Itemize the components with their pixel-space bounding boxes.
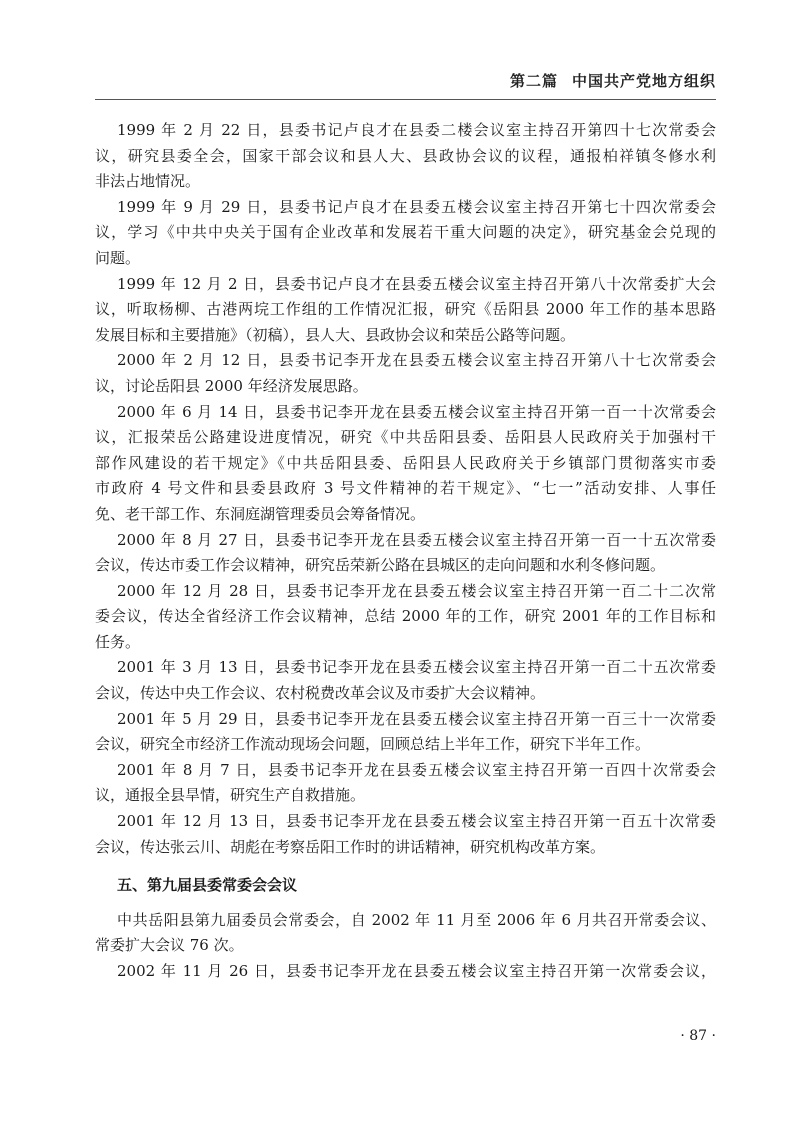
paragraph (95, 400, 716, 528)
text-line: 2002 年 11 月 26 日，县委书记李开龙在县委五楼会议室主持召开第一次常委会议， (117, 962, 716, 980)
text-line: 市政府 4 号文件和县委县政府 3 号文件精神的若干规定》、“七一”活动安排、人事任 (95, 479, 716, 498)
text-line: 中共岳阳县第九届委员会常委会，自 2002 年 11 月至 2006 年 6 月共召开常委会议、 (117, 910, 716, 929)
header-rule (95, 99, 716, 100)
page-number: · 87 · (680, 1028, 716, 1044)
text-line: 会议，研究全市经济工作流动现场会问题，回顾总结上半年工作，研究下半年工作。 (95, 735, 651, 754)
text-line: 2001 年 3 月 13 日，县委书记李开龙在县委五楼会议室主持召开第一百二十五次常委 (117, 658, 716, 677)
paragraph (95, 908, 716, 959)
text-line: 议，汇报荣岳公路建设进度情况，研究《中共岳阳县委、岳阳县人民政府关于加强村干 (95, 428, 716, 447)
text-line: 委会议，传达全省经济工作会议精神，总结 2000 年的工作，研究 2001 年的工作目标和 (95, 607, 716, 626)
text-line: 议，学习《中共中央关于国有企业改革和发展若干重大问题的决定》，研究基金会兑现的 (95, 223, 716, 242)
paragraph (95, 118, 716, 195)
text-line: 1999 年 12 月 2 日，县委书记卢良才在县委五楼会议室主持召开第八十次常委扩大会 (117, 274, 716, 293)
text-line: 会议，传达市委工作会议精神，研究岳荣新公路在县城区的走向问题和水利冬修问题。 (95, 556, 666, 575)
paragraph (95, 959, 716, 985)
text-line: 2001 年 5 月 29 日，县委书记李开龙在县委五楼会议室主持召开第一百三十一次常委 (117, 709, 716, 728)
paragraph (95, 272, 716, 349)
paragraph (95, 809, 716, 860)
paragraph (95, 758, 716, 809)
header-title: 中国共产党地方组织 (571, 72, 716, 90)
text-line: 2001 年 12 月 13 日，县委书记李开龙在县委五楼会议室主持召开第一百五十次常委 (117, 812, 716, 831)
text-line: 议，研究县委全会，国家干部会议和县人大、县政协会议的议程，通报柏祥镇冬修水利 (95, 146, 716, 165)
text-line: 2001 年 8 月 7 日，县委书记李开龙在县委五楼会议室主持召开第一百四十次常委会 (117, 760, 716, 779)
text-line: 2000 年 2 月 12 日，县委书记李开龙在县委五楼会议室主持召开第八十七次常委会 (117, 351, 716, 370)
text-line: 2000 年 12 月 28 日，县委书记李开龙在县委五楼会议室主持召开第一百二十二次常 (117, 581, 716, 600)
paragraph (95, 528, 716, 579)
paragraph-group (95, 118, 716, 860)
text-line: 免、老干部工作、东洞庭湖管理委员会筹备情况。 (95, 504, 426, 523)
text-line: 发展目标和主要措施》（初稿），县人大、县政协会议和荣岳公路等问题。 (95, 325, 576, 344)
text-line: 非法占地情况。 (95, 172, 201, 191)
header-part: 第二篇 (509, 72, 558, 90)
text-line: 1999 年 9 月 29 日，县委书记卢良才在县委五楼会议室主持召开第七十四次常委会 (117, 197, 716, 216)
text-line: 会议，传达中央工作会议、农村税费改革会议及市委扩大会议精神。 (95, 684, 546, 703)
paragraph (95, 707, 716, 758)
text-line: 议，通报全县旱情，研究生产自救措施。 (95, 786, 366, 805)
paragraph (95, 195, 716, 272)
text-line: 2000 年 6 月 14 日，县委书记李开龙在县委五楼会议室主持召开第一百一十次常委会 (117, 402, 716, 421)
running-header (510, 70, 716, 91)
text-line: 议，听取杨柳、古港两垸工作组的工作情况汇报，研究《岳阳县 2000 年工作的基本思路 (95, 300, 716, 319)
page-body (95, 118, 716, 985)
text-line: 议，讨论岳阳县 2000 年经济发展思路。 (95, 376, 368, 395)
paragraph (95, 579, 716, 656)
text-line: 任务。 (95, 632, 141, 651)
text-line: 1999 年 2 月 22 日，县委书记卢良才在县委二楼会议室主持召开第四十七次常委会 (117, 121, 716, 139)
paragraph-group (95, 908, 716, 985)
text-line: 部作风建设的若干规定》《中共岳阳县委、岳阳县人民政府关于乡镇部门贯彻落实市委 (95, 453, 716, 472)
text-line: 常委扩大会议 76 次。 (95, 936, 244, 955)
paragraph (95, 348, 716, 399)
text-line: 2000 年 8 月 27 日，县委书记李开龙在县委五楼会议室主持召开第一百一十五次常委 (117, 530, 716, 549)
section-heading: 五、第九届县委常委会会议 (117, 876, 298, 895)
text-line: 问题。 (95, 248, 141, 267)
paragraph (95, 655, 716, 706)
text-line: 会议，传达张云川、胡彪在考察岳阳工作时的讲话精神，研究机构改革方案。 (95, 837, 606, 856)
